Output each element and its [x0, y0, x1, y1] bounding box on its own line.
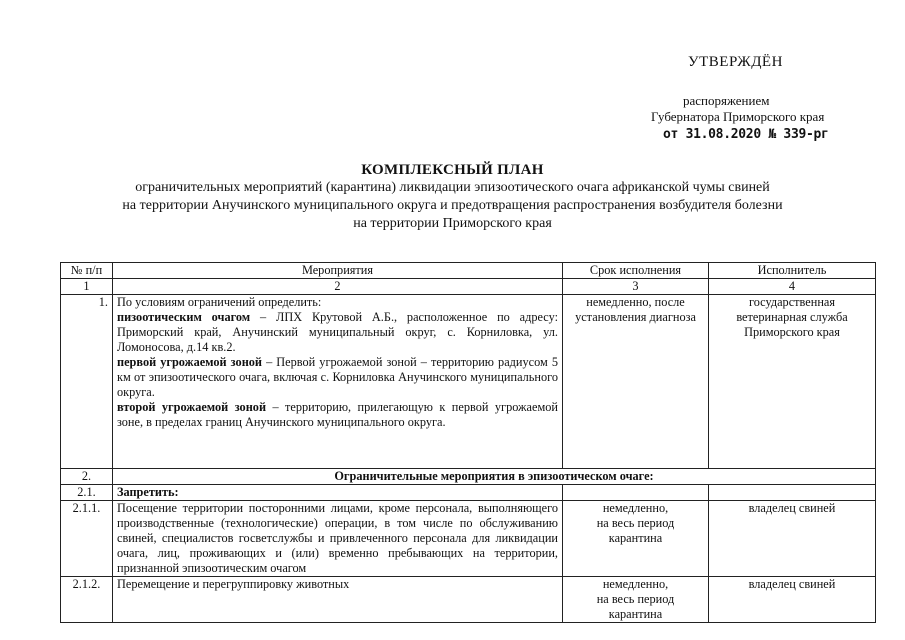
measure-intro: По условиям ограничений определить: — [117, 295, 322, 309]
empty-cell — [709, 485, 876, 501]
row-term — [563, 501, 709, 577]
approval-line-1: распоряжением — [683, 93, 770, 108]
table-row — [61, 577, 876, 623]
row-executor: владелец свиней — [709, 501, 876, 577]
header-measures: Мероприятия — [113, 263, 563, 279]
measure-zone-1 — [117, 355, 558, 400]
column-number-row — [61, 279, 876, 295]
empty-cell — [563, 485, 709, 501]
zone1-text: – Первой угрожаемой зоной – территорию радиусом 5 км от эпизоотического очага, включая с. Корниловка Анучинского муниципального округа. — [117, 355, 559, 399]
row-executor: владелец свиней — [709, 577, 876, 623]
header-term: Срок исполнения — [563, 263, 709, 279]
row-measure: Перемещение и перегруппировку животных — [113, 577, 563, 623]
focus-term: пизоотическим очагом — [117, 310, 251, 324]
col-number-3: 3 — [563, 279, 709, 295]
approval-title: УТВЕРЖДЁН — [688, 54, 783, 70]
header-number: № п/п — [61, 263, 113, 279]
row-measure: Посещение территории посторонними лицами, кроме персонала, выполняющего производственные (технологические) операции, в том числе по обслуживанию свиней, специалистов госветслужбы и привлеченного персонала для ликвидации очага, лиц, проживающих и (или) временно пребывающих на территории, признанной эпизоотическим очагом — [113, 501, 563, 577]
plan-table — [60, 262, 876, 623]
table-row — [61, 295, 876, 469]
row-executor: государственная ветеринарная служба Приморского края — [709, 295, 876, 469]
focus-text: – ЛПХ Крутовой А.Б., расположенное по адресу: Приморский край, Анучинский муниципальный округ, с. Корниловка, ул. Ломоносова, д.14 кв.2. — [117, 310, 558, 354]
term-line-2: на весь период — [596, 592, 675, 606]
col-number-2: 2 — [113, 279, 563, 295]
subsection-heading-text: Запретить: — [117, 485, 179, 499]
document-subtitle-line-1: ограничительных мероприятий (карантина) ликвидации эпизоотического очага африканской чумы свиней — [135, 180, 770, 195]
subsection-heading — [113, 485, 563, 501]
table-row — [61, 501, 876, 577]
row-number: 2.1.1. — [61, 501, 113, 577]
document-subtitle-line-2: на территории Анучинского муниципального округа и предотвращения распространения возбудителя болезни — [122, 198, 783, 213]
row-number: 2. — [61, 469, 113, 485]
term-line-1: немедленно, — [602, 501, 669, 515]
measure-zone-2 — [117, 400, 558, 430]
section-heading-text: Ограничительные мероприятия в эпизоотическом очаге: — [334, 469, 654, 483]
subsection-row — [61, 485, 876, 501]
zone2-term: второй угрожаемой зоной — [117, 400, 267, 414]
row-measure — [113, 295, 563, 469]
measure-focus — [117, 310, 558, 355]
row-term: немедленно, после установления диагноза — [563, 295, 709, 469]
document-title: КОМПЛЕКСНЫЙ ПЛАН — [361, 162, 544, 178]
term-line-3: карантина — [608, 531, 663, 545]
col-number-4: 4 — [709, 279, 876, 295]
zone1-term: первой угрожаемой зоной — [117, 355, 263, 369]
row-number: 2.1. — [61, 485, 113, 501]
approval-line-2: Губернатора Приморского края — [651, 109, 825, 124]
order-number: от 31.08.2020 № 339-рг — [663, 127, 829, 142]
zone2-text: – территорию, прилегающую к первой угрожаемой зоне, в пределах границ Анучинского муниципального округа. — [117, 400, 558, 429]
term-line-1: немедленно, — [602, 577, 669, 591]
section-row — [61, 469, 876, 485]
term-line-3: карантина — [608, 607, 663, 621]
header-executor: Исполнитель — [709, 263, 876, 279]
row-number: 2.1.2. — [61, 577, 113, 623]
row-number: 1. — [61, 295, 113, 469]
document-subtitle-line-3: на территории Приморского края — [353, 216, 552, 231]
section-heading — [113, 469, 876, 485]
table-header-row — [61, 263, 876, 279]
term-line-2: на весь период — [596, 516, 675, 530]
row-term — [563, 577, 709, 623]
col-number-1: 1 — [61, 279, 113, 295]
